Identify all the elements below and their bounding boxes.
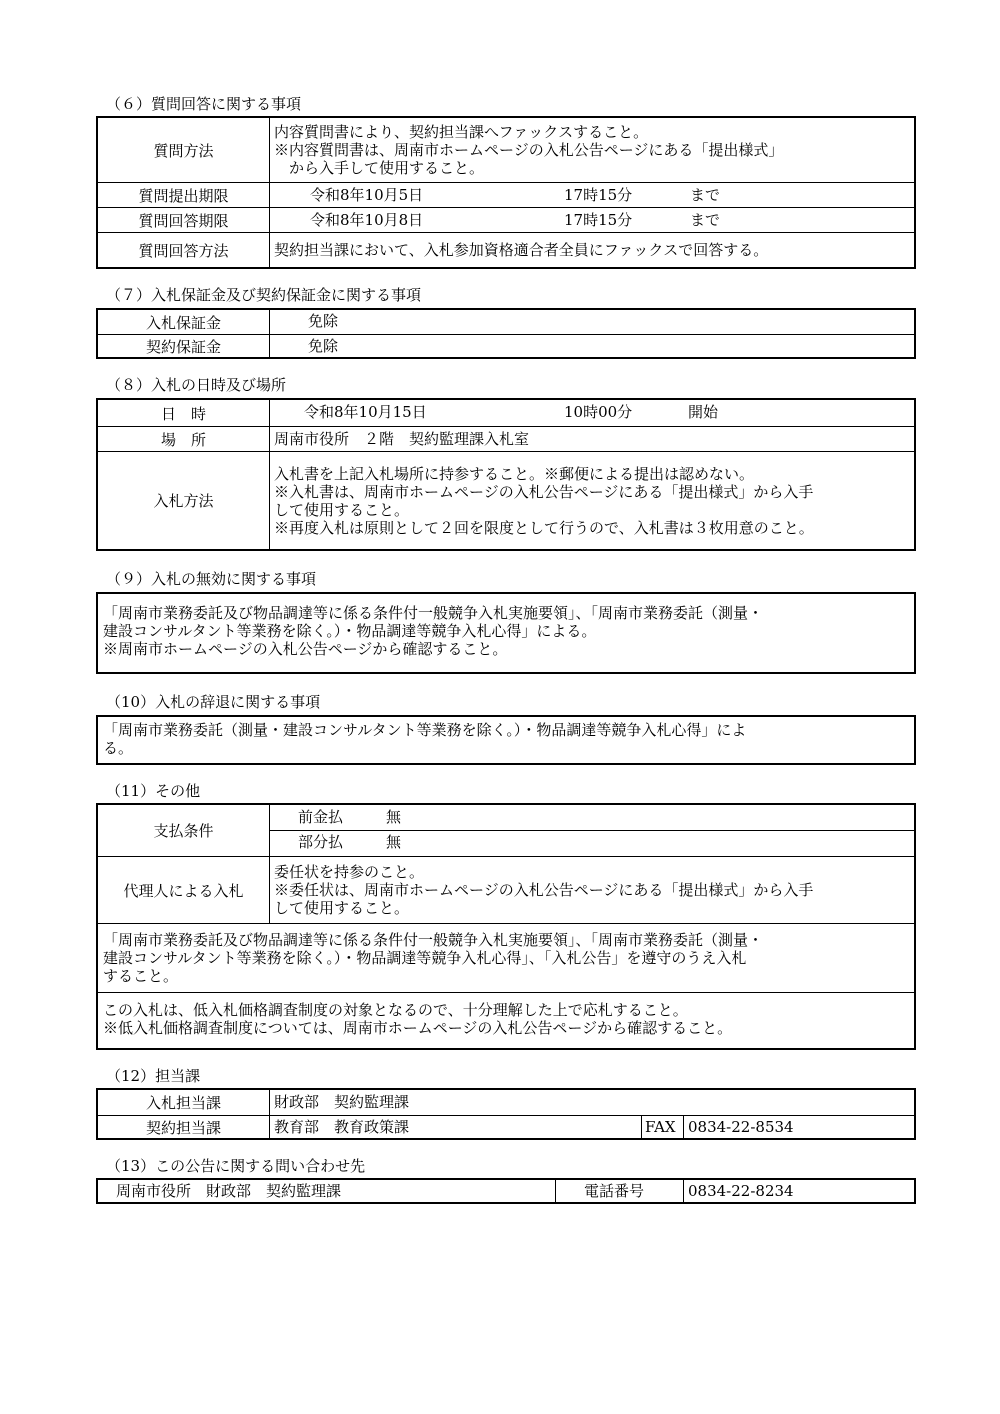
withdrawal-line: 「周南市業務委託（測量・建設コンサルタント等業務を除く。）・物品調達等競争入札心得」によ (103, 721, 747, 739)
bid-method-label: 入札方法 (98, 452, 270, 549)
agent-line: ※委任状は、周南市ホームページの入札公告ページにある「提出様式」から入手 (274, 881, 814, 899)
fax-divider-right (683, 1116, 684, 1138)
section-6-heading: （６）質問回答に関する事項 (106, 95, 302, 113)
section-6-table (96, 116, 916, 269)
invalid-bid-line: 「周南市業務委託及び物品調達等に係る条件付一般競争入札実施要領」、「周南市業務委託（測量・ (103, 604, 764, 622)
agent-value (274, 857, 910, 923)
contract-deposit-label: 契約保証金 (98, 335, 270, 357)
bid-method-line: ※再度入札は原則として２回を限度として行うので、入札書は３枚用意のこと。 (274, 518, 814, 537)
fax-label: FAX (645, 1118, 676, 1136)
contract-dept-value: 教育部 教育政策課 (274, 1118, 410, 1136)
question-deadline-time: 17時15分 (564, 186, 633, 204)
bid-dept-value: 財政部 契約監理課 (274, 1093, 410, 1111)
question-method-label: 質問方法 (98, 118, 270, 182)
answer-method-label: 質問回答方法 (98, 233, 270, 267)
invalid-bid-line: ※周南市ホームページの入札公告ページから確認すること。 (103, 640, 508, 658)
contact-divider-right (683, 1180, 684, 1202)
question-deadline-row (98, 182, 914, 207)
bid-place-value: 周南市役所 ２階 契約監理課入札室 (274, 430, 530, 448)
bid-start: 開始 (688, 403, 719, 421)
answer-deadline-suffix: まで (690, 211, 721, 229)
section-9-heading: （９）入札の無効に関する事項 (106, 570, 317, 588)
bid-method-value (274, 452, 910, 549)
low-bid-line: この入札は、低入札価格調査制度の対象となるので、十分理解した上で応札すること。 (103, 1001, 688, 1019)
partial-payment-value: 無 (386, 833, 402, 851)
bid-dept-row (98, 1090, 914, 1115)
bid-method-row (98, 451, 914, 549)
bid-deposit-row (98, 310, 914, 334)
answer-deadline-date: 令和8年10月8日 (310, 211, 424, 229)
answer-deadline-row (98, 207, 914, 232)
rules-text (103, 931, 909, 985)
phone-value: 0834-22-8234 (688, 1182, 794, 1200)
section-11-heading: （11）その他 (106, 782, 201, 800)
payment-label: 支払条件 (98, 805, 270, 856)
bid-place-label: 場 所 (98, 427, 270, 451)
bid-dept-label: 入札担当課 (98, 1090, 270, 1115)
phone-label: 電話番号 (584, 1182, 645, 1200)
bid-method-line: して使用すること。 (274, 500, 410, 519)
answer-method-row (98, 232, 914, 267)
withdrawal-line: る。 (103, 739, 134, 757)
contact-office: 周南市役所 財政部 契約監理課 (116, 1182, 342, 1200)
advance-payment-label: 前金払 (298, 808, 344, 826)
rules-line: 「周南市業務委託及び物品調達等に係る条件付一般競争入札実施要領」、「周南市業務委託（測量・ (103, 931, 764, 949)
section-12-heading: （12）担当課 (106, 1067, 201, 1085)
bid-deposit-value: 免除 (308, 312, 339, 330)
bid-place-row (98, 426, 914, 451)
partial-payment-label: 部分払 (298, 833, 344, 851)
question-deadline-suffix: まで (690, 186, 721, 204)
bid-method-line: ※入札書は、周南市ホームページの入札公告ページにある「提出様式」から入手 (274, 482, 814, 501)
answer-deadline-time: 17時15分 (564, 211, 633, 229)
section-13-heading: （13）この公告に関する問い合わせ先 (106, 1157, 366, 1175)
agent-label: 代理人による入札 (98, 857, 270, 923)
section-10-box (96, 715, 916, 765)
question-method-line: から入手して使用すること。 (274, 159, 485, 177)
bid-date: 令和8年10月15日 (304, 403, 427, 421)
question-deadline-date: 令和8年10月5日 (310, 186, 424, 204)
invalid-bid-line: 建設コンサルタント等業務を除く。）・物品調達等競争入札心得」による。 (103, 622, 597, 640)
contract-deposit-row (98, 334, 914, 357)
invalid-bid-text (103, 604, 909, 658)
answer-method-value: 契約担当課において、入札参加資格適合者全員にファックスで回答する。 (274, 241, 769, 259)
section-8-table (96, 398, 916, 551)
question-deadline-label: 質問提出期限 (98, 183, 270, 207)
bid-time: 10時00分 (564, 403, 633, 421)
agent-line: して使用すること。 (274, 899, 410, 917)
rules-line: 建設コンサルタント等業務を除く。）・物品調達等競争入札心得」、「入札公告」を遵守のうえ入札 (103, 949, 747, 967)
question-method-line: 内容質問書により、契約担当課へファックスすること。 (274, 123, 649, 141)
advance-payment-value: 無 (386, 808, 402, 826)
contract-dept-row (98, 1115, 914, 1138)
bid-datetime-row (98, 400, 914, 426)
payment-divider (270, 830, 914, 831)
question-method-value (274, 118, 910, 182)
payment-row (98, 805, 914, 856)
withdrawal-text (103, 721, 909, 757)
rules-line: すること。 (103, 967, 179, 985)
bid-datetime-label: 日 時 (98, 400, 270, 426)
agent-row (98, 856, 914, 923)
agent-line: 委任状を持参のこと。 (274, 863, 425, 881)
section-9-box (96, 592, 916, 674)
bid-method-line: 入札書を上記入札場所に持参すること。※郵便による提出は認めない。 (274, 464, 755, 483)
low-bid-line: ※低入札価格調査制度については、周南市ホームページの入札公告ページから確認すること。 (103, 1019, 733, 1037)
low-bid-row (98, 992, 914, 1048)
section-12-table (96, 1088, 916, 1140)
answer-deadline-label: 質問回答期限 (98, 208, 270, 232)
contract-deposit-value: 免除 (308, 337, 339, 355)
fax-divider-left (641, 1116, 642, 1138)
contract-dept-label: 契約担当課 (98, 1116, 270, 1138)
section-7-table (96, 308, 916, 359)
question-method-line: ※内容質問書は、周南市ホームページの入札公告ページにある「提出様式」 (274, 141, 784, 159)
bid-deposit-label: 入札保証金 (98, 310, 270, 334)
question-method-row (98, 118, 914, 182)
section-8-heading: （８）入札の日時及び場所 (106, 376, 287, 394)
section-13-table (96, 1178, 916, 1204)
rules-row (98, 923, 914, 992)
fax-value: 0834-22-8534 (688, 1118, 794, 1136)
contact-divider-left (555, 1180, 556, 1202)
low-bid-text (103, 1001, 909, 1037)
section-10-heading: （10）入札の辞退に関する事項 (106, 693, 321, 711)
section-11-table (96, 803, 916, 1050)
section-7-heading: （７）入札保証金及び契約保証金に関する事項 (106, 286, 422, 304)
